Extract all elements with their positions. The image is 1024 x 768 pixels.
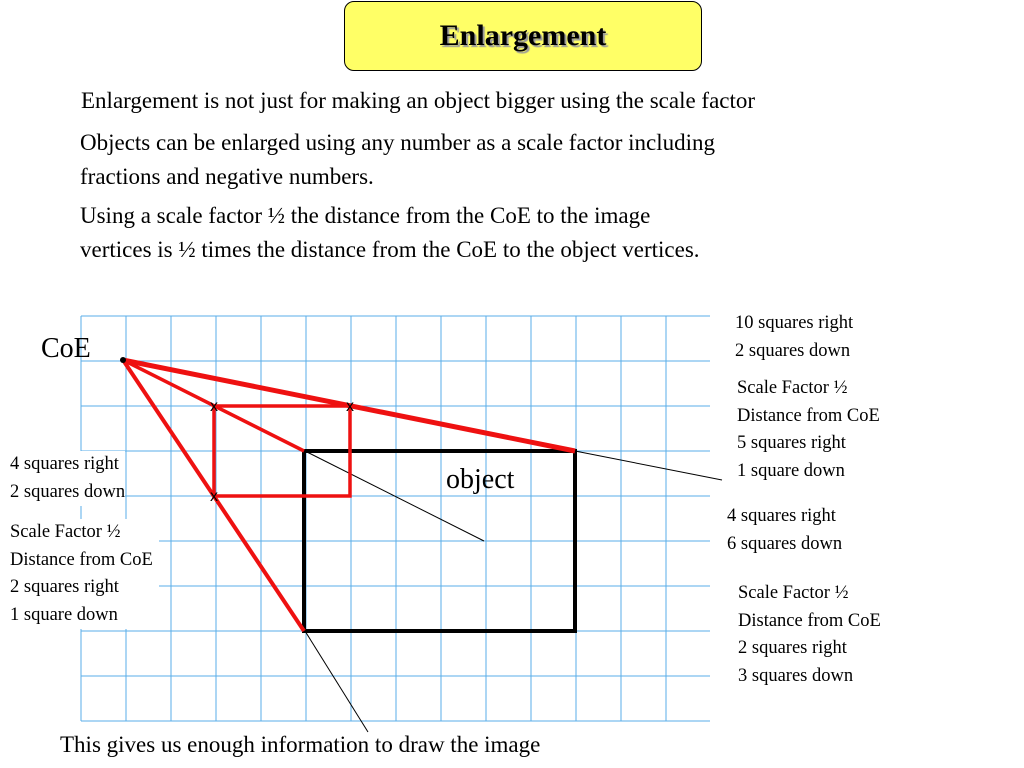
leader-line-bottom xyxy=(305,631,368,732)
object-label: object xyxy=(446,464,515,495)
grid xyxy=(81,316,710,721)
label-line: 2 squares down xyxy=(735,340,851,361)
label-line: Distance from CoE xyxy=(10,549,153,570)
label-line: 4 squares right xyxy=(10,454,119,474)
label-line: 2 squares right xyxy=(10,577,119,597)
label-line: Scale Factor ½ xyxy=(10,522,121,542)
label-line: 3 squares down xyxy=(738,665,854,686)
label-line: 6 squares down xyxy=(727,533,843,554)
label-line: Scale Factor ½ xyxy=(738,583,849,603)
label-line: 2 squares down xyxy=(10,481,126,502)
label-top-right-scaled xyxy=(737,375,880,485)
label-right-scaled xyxy=(738,580,881,690)
leader-line-top-right xyxy=(575,451,722,480)
paragraph-2-line-1: Objects can be enlarged using any number as a scale factor including xyxy=(80,130,716,155)
label-line: 2 squares right xyxy=(738,638,847,658)
label-right-distance xyxy=(727,503,842,558)
label-left-distance xyxy=(10,451,125,506)
marker-bottom-left: x xyxy=(210,488,218,505)
slide-title: Enlargement xyxy=(439,19,607,52)
label-line: 1 square down xyxy=(10,604,118,625)
label-line: Distance from CoE xyxy=(738,610,881,631)
label-left-scaled xyxy=(10,519,159,629)
label-line: 10 squares right xyxy=(735,313,854,333)
label-top-right-distance xyxy=(735,310,853,365)
paragraph-3-line-1: Using a scale factor ½ the distance from the CoE to the image xyxy=(80,203,651,228)
marker-top-left: x xyxy=(210,398,218,415)
paragraph-3-line-2: vertices is ½ times the distance from the CoE to the object vertices. xyxy=(80,237,700,262)
label-line: Distance from CoE xyxy=(737,405,880,426)
coe-point xyxy=(120,357,126,363)
label-line: 4 squares right xyxy=(727,506,836,526)
coe-label: CoE xyxy=(41,333,91,364)
label-line: 5 squares right xyxy=(737,433,846,453)
label-line: 1 square down xyxy=(737,460,845,481)
footer-text: This gives us enough information to draw the image xyxy=(60,732,541,757)
paragraph-2-line-2: fractions and negative numbers. xyxy=(80,164,374,189)
paragraph-1: Enlargement is not just for making an object bigger using the scale factor xyxy=(81,88,756,113)
label-line: Scale Factor ½ xyxy=(737,378,848,398)
marker-top-right: x xyxy=(346,398,354,415)
